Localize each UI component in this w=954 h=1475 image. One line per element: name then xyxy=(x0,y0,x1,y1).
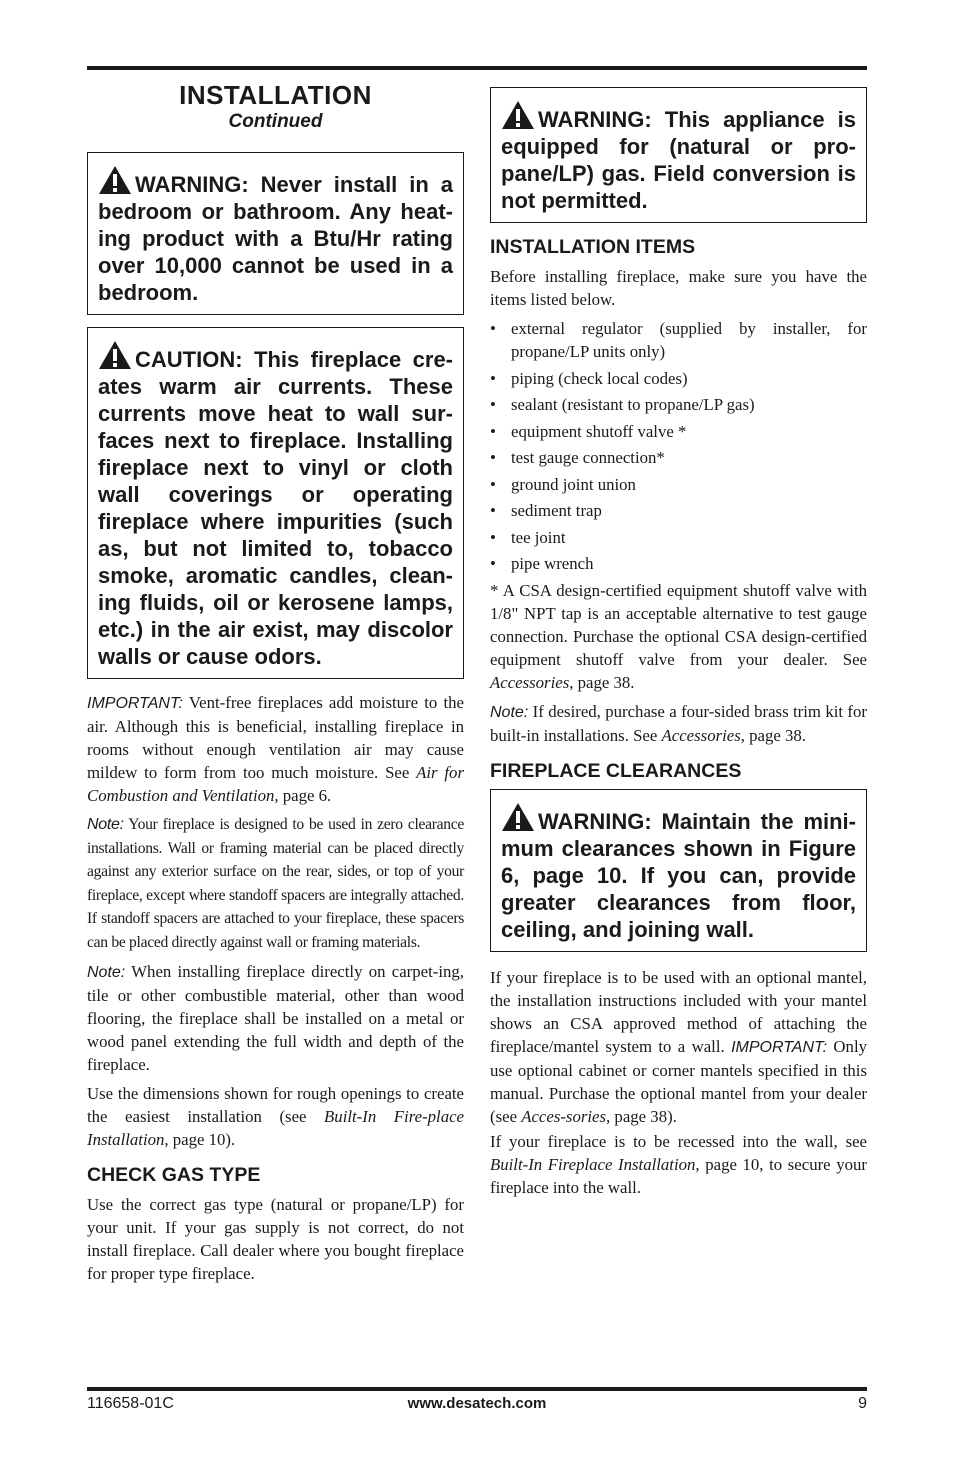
list-item-text: sediment trap xyxy=(511,501,602,520)
list-item-text: tee joint xyxy=(511,527,566,547)
fireplace-clearances-heading: FIREPLACE CLEARANCES xyxy=(490,760,742,782)
bullet-icon: • xyxy=(490,395,496,414)
reference-link: Accessories, xyxy=(661,726,745,745)
dimensions-paragraph xyxy=(87,1082,464,1151)
bullet-icon: • xyxy=(490,319,496,338)
list-item xyxy=(490,367,867,390)
warning-triangle-icon xyxy=(501,100,535,130)
mantel-text: If your fireplace is to be used with an optional mantel, the installation instructions included with your mantel shows an CSA approved method of attaching the fireplace/mantel system to a wall. xyxy=(490,968,867,1056)
section-subtitle: Continued xyxy=(228,111,323,132)
caution-currents-text: CAUTION: This fireplace cre-ates warm air currents. These currents move heat to wall sur-faces next to fireplace. Installing fireplace next to vinyl or cloth wall coverings or operating fireplace where impurities (such as, but not limited to, tobacco smoke, aromatic candles, clean-ing fluids, oil or kerosene lamps, etc.) in the air exist, may discolor walls or cause odors. xyxy=(98,347,453,669)
note-tail: page 38. xyxy=(744,726,806,745)
important-label: IMPORTANT: xyxy=(87,695,183,712)
dimensions-tail: , page 10). xyxy=(164,1130,236,1149)
list-item xyxy=(490,446,867,469)
warning-bedroom-text: WARNING: Never install in a bedroom or bathroom. Any heat-ing product with a Btu/Hr rating over 10,000 cannot be used in a bedroom. xyxy=(98,172,453,305)
reference-link: Accessories xyxy=(490,673,570,692)
top-rule xyxy=(87,66,867,70)
list-item xyxy=(490,317,867,363)
right-column xyxy=(490,87,867,1205)
items-intro-paragraph: Before installing fireplace, make sure you have the items listed below. xyxy=(490,267,867,309)
warning-clearances-text: WARNING: Maintain the mini-mum clearances shown in Figure 6, page 10. If you can, provide greater clearances from floor, ceiling, and joining wall. xyxy=(501,809,856,942)
bullet-icon: • xyxy=(490,554,496,573)
installation-items-list xyxy=(490,317,867,575)
bullet-icon: • xyxy=(490,421,496,441)
warning-triangle-icon xyxy=(98,165,132,195)
warning-triangle-icon xyxy=(98,340,132,370)
note-text: If desired, purchase a four-sided brass trim kit for built-in installations. See xyxy=(490,702,867,745)
list-item-text: external regulator (supplied by installer, for propane/LP units only) xyxy=(511,319,867,361)
list-item-text: equipment shutoff valve * xyxy=(511,421,687,441)
reference-link: Built-In Fireplace Installation xyxy=(490,1155,696,1174)
note-trim-paragraph xyxy=(490,700,867,747)
list-item xyxy=(490,473,867,496)
warning-gas-text: WARNING: This appliance is equipped for (natural or pro-pane/LP) gas. Field conversion is not permitted. xyxy=(501,107,856,213)
list-item xyxy=(490,393,867,416)
note-text: When installing fireplace directly on carpet-ing, tile or other combustible material, other than wood flooring, the fireplace shall be installed on a metal or wood panel extending the full width and depth of the fireplace. xyxy=(87,962,464,1074)
bullet-icon: • xyxy=(490,368,496,388)
note-carpeting-paragraph xyxy=(87,960,464,1076)
section-title: INSTALLATION xyxy=(179,80,372,110)
recessed-tail: , page 10, to secure your fireplace into the wall. xyxy=(490,1155,867,1197)
csa-note-text: * A CSA design-certified equipment shutoff valve with 1/8" NPT tap is an acceptable alternative to test gauge connection. Purchase the optional CSA design-certified equipment shutoff valve from your dealer. See xyxy=(490,581,867,669)
note-label: Note: xyxy=(490,704,529,721)
bullet-icon: • xyxy=(490,474,496,494)
check-gas-paragraph: Use the correct gas type (natural or propane/LP) for your unit. If your gas supply is not correct, do not install fireplace. Call dealer where you bought fireplace for proper type fireplace. xyxy=(87,1195,464,1283)
page-number: 9 xyxy=(858,1395,867,1412)
warning-bedroom-box xyxy=(87,152,464,315)
note-text: Your fireplace is designed to be used in zero clearance installations. Wall or framing material can be placed directly against any exterior surface on the rear, sides, or top of your fireplace, except where standoff spacers are integrally attached. If standoff spacers are attached to your fireplace, these spacers can be placed directly against wall or framing materials. xyxy=(87,816,464,951)
csa-note-paragraph xyxy=(490,579,867,694)
list-item-text: test gauge connection* xyxy=(511,448,665,467)
reference-link: Air for Combustion and Ventilation, xyxy=(87,763,464,805)
dimensions-text: Use the dimensions shown for rough openings to create the easiest installation (see xyxy=(87,1084,464,1126)
check-gas-heading: CHECK GAS TYPE xyxy=(87,1164,261,1186)
note-label: Note: xyxy=(87,964,126,981)
recessed-text: If your fireplace is to be recessed into the wall, see xyxy=(490,1132,867,1151)
mantel-tail: page 38). xyxy=(610,1107,677,1126)
bullet-icon: • xyxy=(490,501,496,520)
warning-gas-box xyxy=(490,87,867,223)
list-item-text: ground joint union xyxy=(511,474,636,494)
list-item-text: piping (check local codes) xyxy=(511,368,688,388)
warning-triangle-icon xyxy=(501,802,535,832)
bottom-rule xyxy=(87,1387,867,1391)
bullet-icon: • xyxy=(490,448,496,467)
left-column xyxy=(87,80,464,1291)
important-text: Vent-free fireplaces add moisture to the air. Although this is beneficial, installing fireplace in rooms without enough ventilation air may cause mildew to form from too much moisture. See xyxy=(87,693,464,782)
website-link[interactable]: www.desatech.com xyxy=(407,1395,547,1412)
recessed-paragraph xyxy=(490,1130,867,1199)
document-code: 116658-01C xyxy=(87,1395,174,1412)
list-item xyxy=(490,526,867,549)
list-item-text: pipe wrench xyxy=(511,554,594,573)
warning-clearances-box xyxy=(490,789,867,952)
list-item-text: sealant (resistant to propane/LP gas) xyxy=(511,395,755,414)
note-zero-clearance-paragraph xyxy=(87,813,464,954)
list-item xyxy=(490,420,867,443)
installation-items-heading: INSTALLATION ITEMS xyxy=(490,236,696,258)
mantel-text-2: Only use optional cabinet or corner mantels specified in this manual. Purchase the optional mantel from your dealer (see xyxy=(490,1037,867,1126)
reference-link: Built-In Fire-place Installation xyxy=(87,1107,464,1149)
important-tail: page 6. xyxy=(278,786,332,805)
note-label: Note: xyxy=(87,816,124,833)
list-item xyxy=(490,499,867,522)
important-label: IMPORTANT: xyxy=(731,1039,828,1056)
caution-currents-box xyxy=(87,327,464,679)
bullet-icon: • xyxy=(490,527,496,547)
csa-note-tail: , page 38. xyxy=(569,673,635,692)
important-moisture-paragraph xyxy=(87,691,464,807)
mantel-paragraph xyxy=(490,966,867,1128)
reference-link: Acces-sories, xyxy=(521,1107,611,1126)
list-item xyxy=(490,552,867,575)
page-footer xyxy=(87,1395,867,1417)
